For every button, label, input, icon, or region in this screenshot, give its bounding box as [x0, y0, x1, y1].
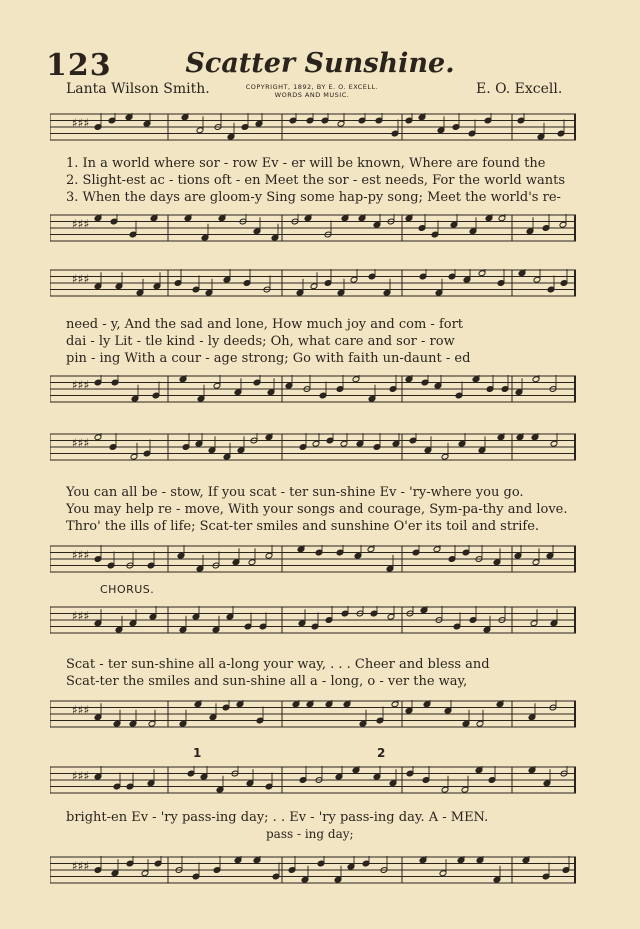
svg-text:♯♯♯: ♯♯♯ [72, 217, 90, 231]
verse-lyrics [66, 155, 578, 206]
lyric-line: 3. When the days are gloom-y Sing some hap-py song; Meet the world's re- [66, 190, 561, 205]
staff-lines [50, 433, 576, 461]
svg-text:♯♯♯: ♯♯♯ [72, 116, 90, 130]
bass-staff [50, 214, 576, 242]
treble-staff [50, 606, 576, 634]
lyricist: Lanta Wilson Smith. [66, 81, 210, 97]
staff-lines [50, 113, 576, 141]
svg-text:♯♯♯: ♯♯♯ [72, 378, 90, 392]
svg-text:♯♯♯: ♯♯♯ [72, 703, 90, 717]
copyright-subline: WORDS AND MUSIC. [274, 91, 350, 99]
lyric-line: bright-en Ev - 'ry pass-ing day; . . Ev - 'ry pass-ing day. A - MEN. [66, 810, 489, 825]
lyric-line: You can all be - stow, If you scat - ter sun-shine Ev - 'ry-where you go. [66, 485, 524, 500]
bass-staff [50, 375, 576, 403]
staff-lines [50, 700, 576, 728]
hymn-title: Scatter Sunshine. [185, 48, 455, 79]
bass-staff [50, 856, 576, 884]
verse-lyrics [66, 316, 578, 367]
treble-staff [50, 433, 576, 461]
staff-lines [50, 214, 576, 242]
svg-text:♯♯♯: ♯♯♯ [72, 859, 90, 873]
second-ending-number: 2 [377, 746, 386, 760]
treble-staff [50, 113, 576, 141]
lyric-line: pin - ing With a cour - age strong; Go with faith un-daunt - ed [66, 351, 471, 366]
hymn-number: 123 [46, 48, 112, 83]
staff-lines [50, 269, 576, 297]
lyric-line: Scat-ter the smiles and sun-shine all a - long, o - ver the way, [66, 674, 468, 689]
treble-staff [50, 269, 576, 297]
staff-lines [50, 766, 576, 794]
lyric-line: 2. Slight-est ac - tions oft - en Meet the sor - est needs, For the world wants [66, 173, 565, 188]
chorus-label: CHORUS. [100, 583, 155, 596]
staff-lines [50, 375, 576, 403]
staff-lines [50, 856, 576, 884]
svg-text:♯♯♯: ♯♯♯ [72, 548, 90, 562]
chorus-lyrics [66, 656, 578, 690]
staff-lines [50, 545, 576, 573]
lyric-line: You may help re - move, With your songs and courage, Sym-pa-thy and love. [66, 502, 568, 517]
svg-text:♯♯♯: ♯♯♯ [72, 436, 90, 450]
copyright-notice [228, 83, 396, 99]
composer: E. O. Excell. [476, 81, 563, 97]
treble-staff [50, 766, 576, 794]
lyric-line: need - y, And the sad and lone, How much joy and com - fort [66, 317, 464, 332]
chorus-lyrics [66, 809, 578, 826]
lyric-line: dai - ly Lit - tle kind - ly deeds; Oh, what care and sor - row [66, 334, 455, 349]
lyric-line: Thro' the ills of life; Scat-ter smiles and sunshine O'er its toil and strife. [66, 519, 540, 534]
lyric-line: 1. In a world where sor - row Ev - er will be known, Where are found the [66, 156, 546, 171]
svg-text:♯♯♯: ♯♯♯ [72, 272, 90, 286]
first-ending-number: 1 [193, 746, 202, 760]
bass-staff [50, 545, 576, 573]
staff-lines [50, 606, 576, 634]
verse-lyrics [66, 484, 578, 535]
svg-text:♯♯♯: ♯♯♯ [72, 769, 90, 783]
copyright-line: COPYRIGHT, 1892, BY E. O. EXCELL. [245, 83, 379, 91]
svg-text:♯♯♯: ♯♯♯ [72, 609, 90, 623]
lyric-line: Scat - ter sun-shine all a-long your way, . . . Cheer and bless and [66, 657, 490, 672]
bass-staff [50, 700, 576, 728]
alto-lyric-line: pass - ing day; [266, 827, 354, 841]
